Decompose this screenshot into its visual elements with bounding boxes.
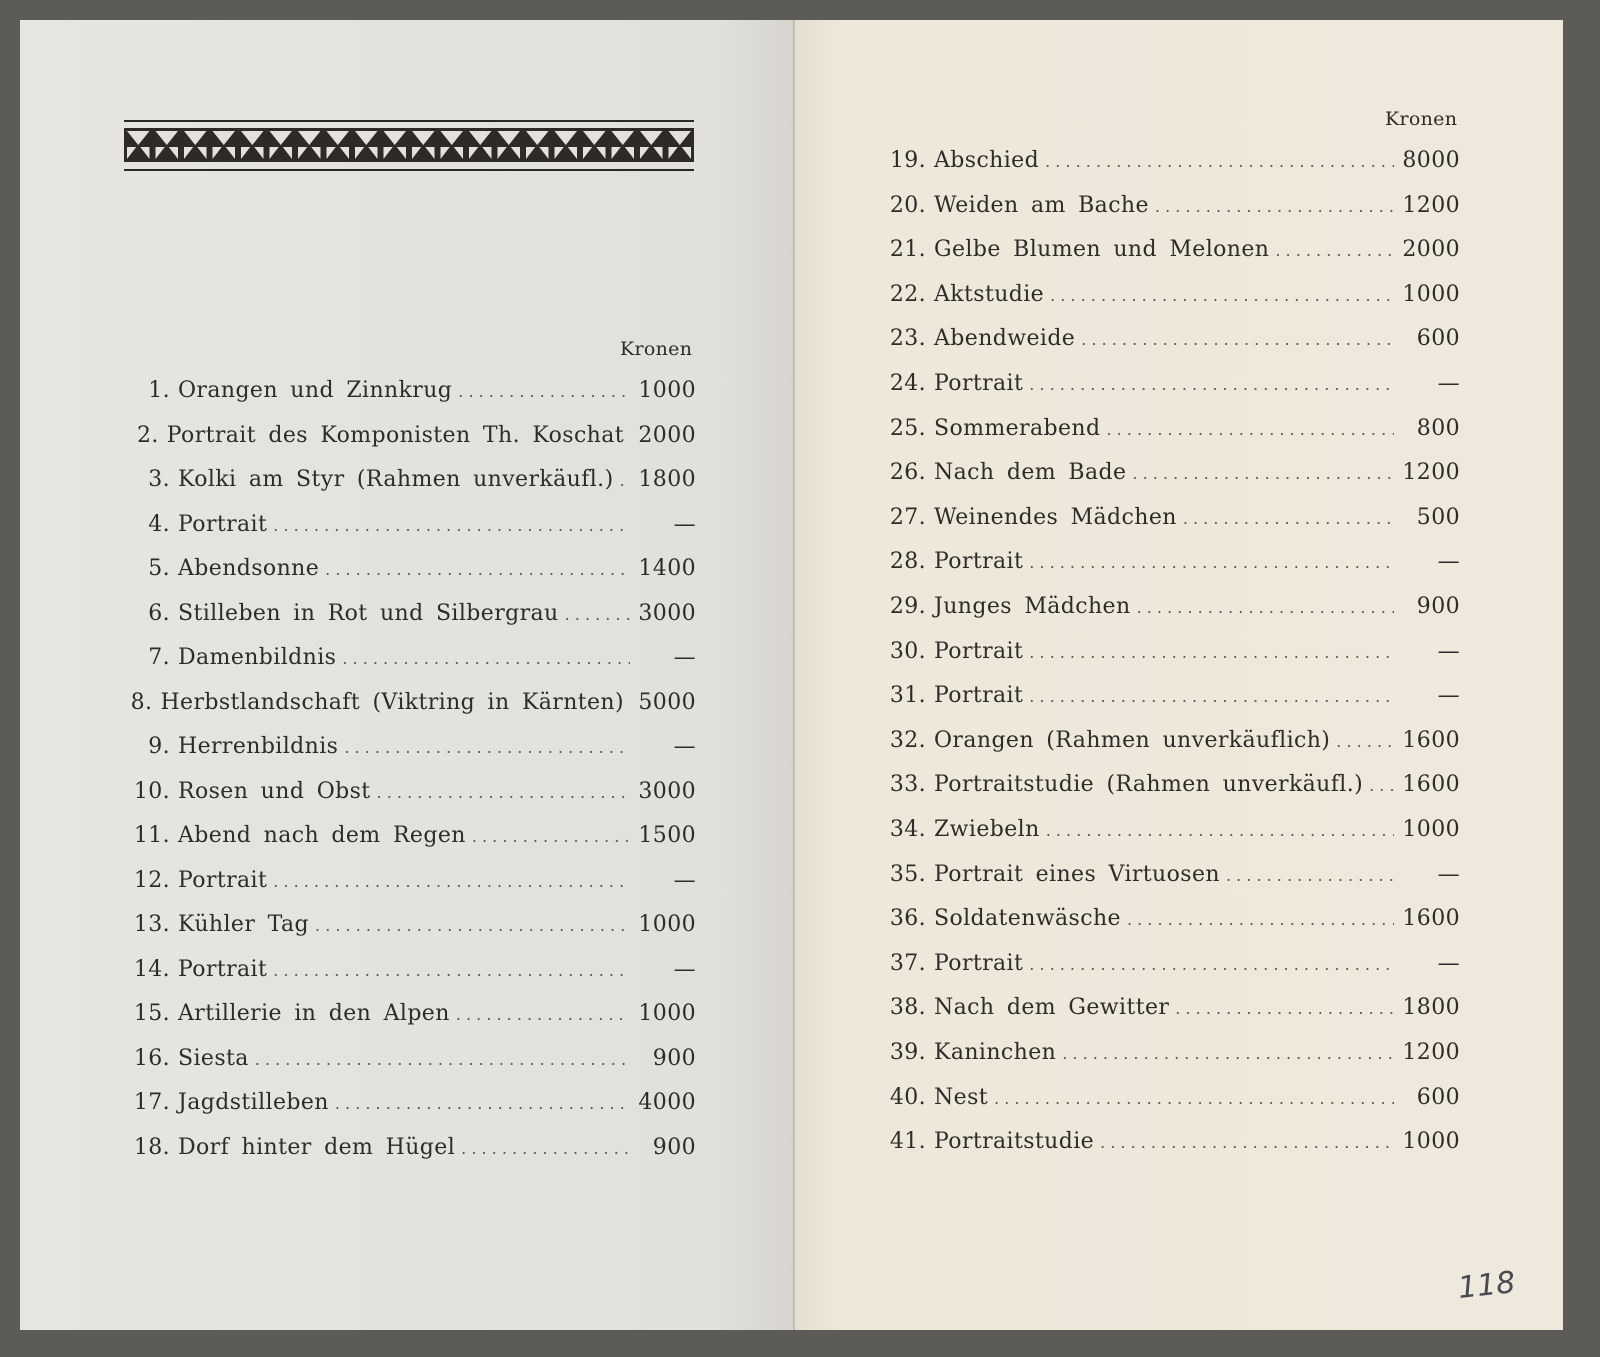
entry-price: —	[673, 867, 696, 893]
entry-number: 33.	[889, 772, 926, 798]
catalog-entry	[124, 957, 696, 991]
entry-title: Nach dem Gewitter	[934, 995, 1170, 1021]
entry-number: 35.	[889, 861, 926, 887]
entry-title: Rosen und Obst	[178, 778, 371, 804]
entry-price: 8000	[1402, 148, 1460, 173]
entry-price: 1600	[1402, 727, 1460, 753]
dot-leader	[994, 1089, 1394, 1108]
entry-number: 12.	[133, 867, 170, 893]
entry-title: Nest	[934, 1084, 989, 1110]
catalog-entry	[878, 862, 1460, 896]
dot-leader	[1275, 241, 1394, 260]
entry-price: 800	[1416, 415, 1460, 441]
entry-number: 41.	[889, 1129, 926, 1155]
entry-price: 1600	[1402, 772, 1460, 798]
entry-price: 5000	[638, 689, 696, 715]
entry-price: 1000	[1402, 281, 1460, 307]
entry-title: Portrait	[178, 867, 268, 893]
dot-leader	[1029, 553, 1394, 572]
catalog-entry	[878, 1040, 1460, 1074]
catalog-entry	[878, 1085, 1460, 1119]
ornamental-border	[124, 120, 694, 172]
entry-number: 27.	[889, 504, 926, 530]
dot-leader	[273, 516, 630, 535]
catalog-entry	[878, 906, 1460, 940]
right-column-header: Kronen	[1385, 108, 1458, 130]
entry-number: 3.	[148, 467, 170, 492]
catalog-entry	[878, 728, 1460, 762]
catalog-entry	[878, 1129, 1460, 1163]
dot-leader	[1029, 375, 1394, 394]
dot-leader	[342, 649, 630, 668]
entry-title: Dorf hinter dem Hügel	[178, 1134, 456, 1160]
catalog-entry	[124, 734, 696, 768]
entry-number: 38.	[889, 995, 926, 1021]
entry-title: Sommerabend	[934, 415, 1101, 441]
entry-price: 4000	[638, 1090, 696, 1115]
catalog-entry	[878, 371, 1460, 405]
entry-number: 31.	[889, 683, 926, 709]
entry-number: 30.	[889, 638, 926, 664]
dot-leader	[458, 382, 630, 401]
entry-price: 600	[1416, 1084, 1460, 1110]
dot-leader	[472, 827, 630, 846]
catalog-entry	[124, 912, 696, 946]
entry-title: Damenbildnis	[178, 645, 337, 670]
entry-price: 1000	[638, 912, 696, 937]
entry-number: 19.	[889, 148, 926, 173]
entry-number: 36.	[889, 906, 926, 932]
entry-number: 26.	[889, 460, 926, 486]
catalog-entry	[124, 868, 696, 902]
entry-price: 2000	[638, 422, 696, 448]
dot-leader	[1226, 866, 1394, 885]
entry-number: 5.	[148, 556, 170, 581]
entry-price: —	[1437, 549, 1460, 575]
entry-number: 6.	[148, 600, 170, 626]
entry-title: Kolki am Styr (Rahmen unverkäufl.)	[178, 467, 614, 492]
entry-price: 1400	[638, 556, 696, 581]
entry-title: Orangen und Zinnkrug	[178, 378, 453, 403]
dot-leader	[565, 605, 630, 624]
catalog-entry	[124, 1046, 696, 1080]
dot-leader	[620, 471, 630, 490]
entry-number: 14.	[133, 956, 170, 982]
entry-number: 40.	[889, 1084, 926, 1110]
dot-leader	[273, 961, 630, 980]
catalog-entry	[878, 193, 1460, 227]
dot-leader	[325, 560, 630, 579]
entry-title: Aktstudie	[934, 281, 1045, 307]
entry-price: 900	[652, 1045, 696, 1071]
entry-number: 15.	[133, 1001, 170, 1026]
catalog-entry	[878, 549, 1460, 583]
catalog-entry	[878, 282, 1460, 316]
entry-price: —	[673, 645, 696, 670]
entry-price: —	[1437, 371, 1460, 396]
dot-leader	[1137, 598, 1394, 617]
entry-price: 1200	[1402, 460, 1460, 486]
entry-title: Abendsonne	[178, 556, 320, 581]
catalog-entry	[878, 951, 1460, 985]
entry-price: 900	[652, 1134, 696, 1160]
entry-number: 32.	[889, 727, 926, 753]
entry-title: Artillerie in den Alpen	[178, 1001, 450, 1026]
entry-number: 22.	[889, 281, 926, 307]
entry-number: 20.	[889, 192, 926, 218]
entry-price: —	[1437, 861, 1460, 887]
catalog-entry	[124, 556, 696, 590]
entry-title: Jagdstilleben	[178, 1090, 329, 1115]
dot-leader	[1029, 643, 1394, 662]
dot-leader	[344, 738, 630, 757]
entry-number: 18.	[133, 1134, 170, 1160]
catalog-entry	[878, 594, 1460, 628]
entry-number: 8.	[130, 689, 153, 715]
dot-leader	[377, 783, 630, 802]
entry-price: —	[673, 511, 696, 537]
entry-number: 10.	[133, 778, 170, 804]
entry-number: 23.	[889, 326, 926, 352]
entry-title: Portrait	[178, 956, 268, 982]
entry-number: 1.	[148, 378, 170, 403]
entry-price: 1000	[1402, 1129, 1460, 1155]
dot-leader	[1100, 1133, 1394, 1152]
catalog-entry	[124, 1135, 696, 1169]
entry-title: Abendweide	[934, 326, 1076, 352]
dot-leader	[1106, 420, 1394, 439]
entry-price: 1000	[638, 378, 696, 403]
entry-title: Portrait des Komponisten Th. Koschat	[166, 422, 624, 448]
entry-price: 500	[1416, 504, 1460, 530]
entry-price: 1200	[1402, 192, 1460, 218]
entry-title: Portraitstudie (Rahmen unverkäufl.)	[934, 772, 1364, 798]
entry-number: 37.	[889, 950, 926, 976]
entry-price: 1000	[638, 1001, 696, 1026]
entry-title: Orangen (Rahmen unverkäuflich)	[934, 727, 1331, 753]
catalog-entry	[124, 1001, 696, 1035]
entry-price: 1800	[1402, 995, 1460, 1021]
entry-price: —	[673, 956, 696, 982]
entry-number: 11.	[133, 823, 170, 848]
entry-title: Portrait eines Virtuosen	[934, 861, 1220, 887]
dot-leader	[255, 1050, 630, 1069]
dot-leader	[1369, 776, 1394, 795]
dot-leader	[1175, 999, 1394, 1018]
entry-title: Portrait	[178, 511, 268, 537]
entry-price: 1500	[638, 823, 696, 848]
catalog-entry	[124, 601, 696, 635]
entry-title: Portrait	[934, 549, 1024, 575]
entry-price: 3000	[638, 778, 696, 804]
entry-title: Kaninchen	[934, 1040, 1057, 1065]
catalog-entry	[124, 645, 696, 679]
entry-title: Abend nach dem Regen	[178, 823, 466, 848]
catalog-entry	[124, 423, 696, 457]
entry-price: —	[1437, 683, 1460, 709]
dot-leader	[1029, 687, 1394, 706]
dot-leader	[315, 916, 630, 935]
entry-number: 24.	[889, 371, 926, 396]
catalog-entry	[124, 690, 696, 724]
handwritten-page-number: 118	[1456, 1265, 1517, 1306]
left-column-header: Kronen	[620, 338, 693, 360]
entry-number: 34.	[889, 817, 926, 842]
entry-number: 7.	[148, 645, 170, 670]
dot-leader	[335, 1094, 630, 1113]
dot-leader	[1029, 955, 1394, 974]
entry-title: Kühler Tag	[178, 912, 310, 937]
catalog-entry	[878, 683, 1460, 717]
catalog-entry	[878, 460, 1460, 494]
entry-price: 1800	[638, 467, 696, 492]
dot-leader	[1183, 509, 1394, 528]
entry-number: 25.	[889, 415, 926, 441]
entry-price: 2000	[1402, 237, 1460, 263]
dot-leader	[1050, 286, 1394, 305]
entry-number: 4.	[148, 511, 170, 537]
entry-price: 1200	[1402, 1040, 1460, 1065]
entry-price: 3000	[638, 600, 696, 626]
entry-price: 900	[1416, 594, 1460, 619]
dot-leader	[1081, 330, 1394, 349]
entry-price: —	[673, 734, 696, 759]
entry-title: Herrenbildnis	[178, 734, 339, 759]
entry-title: Portraitstudie	[934, 1129, 1095, 1155]
dot-leader	[1045, 152, 1394, 171]
dot-leader	[273, 872, 630, 891]
dot-leader	[1127, 910, 1394, 929]
entry-number: 28.	[889, 549, 926, 575]
entry-price: 600	[1416, 326, 1460, 352]
dot-leader	[1132, 464, 1394, 483]
entry-title: Nach dem Bade	[934, 460, 1127, 486]
catalog-entry	[124, 467, 696, 501]
entry-title: Soldatenwäsche	[934, 906, 1121, 932]
entry-title: Portrait	[934, 638, 1024, 664]
catalog-entry	[878, 505, 1460, 539]
catalog-entry	[878, 772, 1460, 806]
entry-title: Stilleben in Rot und Silbergrau	[178, 600, 559, 626]
dot-leader	[1155, 197, 1394, 216]
entry-number: 2.	[136, 422, 159, 448]
catalog-entry	[878, 639, 1460, 673]
entry-title: Weiden am Bache	[934, 192, 1149, 218]
entry-price: —	[1437, 950, 1460, 976]
entry-number: 29.	[889, 594, 926, 619]
catalog-entry	[124, 779, 696, 813]
entry-title: Siesta	[178, 1045, 249, 1071]
entry-price: 1600	[1402, 906, 1460, 932]
entry-price: 1000	[1402, 817, 1460, 842]
entry-number: 39.	[889, 1040, 926, 1065]
entry-price: —	[1437, 638, 1460, 664]
entry-title: Weinendes Mädchen	[934, 504, 1177, 530]
dot-leader	[1046, 821, 1394, 840]
dot-leader	[456, 1005, 630, 1024]
dot-leader	[1336, 732, 1394, 751]
catalog-entry	[878, 237, 1460, 271]
entry-title: Zwiebeln	[934, 817, 1040, 842]
entry-number: 9.	[148, 734, 170, 759]
entry-number: 13.	[133, 912, 170, 937]
entry-title: Portrait	[934, 950, 1024, 976]
entry-number: 17.	[133, 1090, 170, 1115]
catalog-entry	[124, 1090, 696, 1124]
entry-title: Junges Mädchen	[934, 594, 1131, 619]
catalog-entry	[878, 326, 1460, 360]
entry-title: Portrait	[934, 683, 1024, 709]
entry-title: Portrait	[934, 371, 1024, 396]
catalog-entry	[878, 817, 1460, 851]
dot-leader	[1062, 1044, 1394, 1063]
catalog-entry	[124, 512, 696, 546]
entry-title: Herbstlandschaft (Viktring in Kärnten)	[160, 689, 624, 715]
catalog-entry	[878, 995, 1460, 1029]
catalog-entry	[878, 416, 1460, 450]
entry-title: Abschied	[934, 148, 1040, 173]
catalog-entry	[878, 148, 1460, 182]
entry-number: 21.	[889, 237, 926, 263]
entry-title: Gelbe Blumen und Melonen	[934, 237, 1270, 263]
dot-leader	[461, 1139, 630, 1158]
catalog-entry	[124, 823, 696, 857]
catalog-entry	[124, 378, 696, 412]
entry-number: 16.	[133, 1045, 170, 1071]
